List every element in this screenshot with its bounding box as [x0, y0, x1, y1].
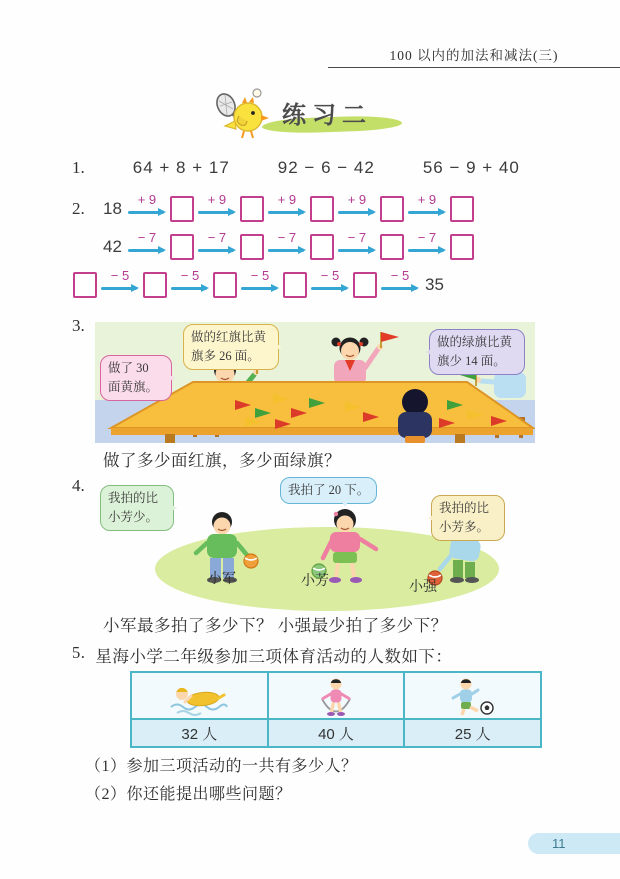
chain-start-number: 42 [103, 237, 122, 256]
operation-label: − 5 [110, 268, 130, 283]
arrow-icon [241, 287, 277, 290]
operation-step [308, 268, 352, 302]
operation-label: − 7 [207, 230, 227, 245]
answer-box [310, 234, 334, 260]
answer-box [380, 234, 404, 260]
speech-text: 我拍的比小芳少。 [108, 491, 159, 524]
speech-text: 做了 30 面黄旗。 [108, 361, 159, 394]
operation-step [265, 230, 309, 264]
arrow-icon [408, 249, 444, 252]
swimming-icon [167, 676, 231, 716]
problem-4-question: 小军最多拍了多少下？ 小强最少拍了多少下？ [103, 616, 448, 635]
chain-start-number: 18 [103, 199, 122, 218]
operation-step [335, 192, 379, 226]
operation-label: − 7 [347, 230, 367, 245]
operation-step [125, 230, 169, 264]
problem-3-question: 做了多少面红旗，多少面绿旗？ [103, 451, 341, 470]
arrow-icon [198, 211, 234, 214]
speech-text: 我拍的比小芳多。 [439, 501, 490, 534]
table-icon-row [132, 673, 540, 718]
operation-step [168, 268, 212, 302]
problem-5-number: 5. [72, 643, 86, 662]
page-number: 11 [552, 836, 566, 851]
chain-row [72, 230, 475, 264]
operation-step [195, 230, 239, 264]
speech-bubble-xiaojun [100, 485, 174, 531]
operation-label: − 5 [180, 268, 200, 283]
expression: 56 − 9 + 40 [422, 158, 520, 177]
speech-text: 做的绿旗比黄旗少 14 面。 [437, 335, 513, 368]
problem-1-number: 1. [72, 158, 85, 177]
arrow-icon [338, 211, 374, 214]
chain-end-number: 35 [425, 275, 444, 294]
operation-label: − 5 [390, 268, 410, 283]
answer-box [450, 196, 474, 222]
page-number-pill [528, 833, 620, 854]
kid-name-xiaojun: 小军 [208, 572, 236, 587]
operation-label: − 5 [250, 268, 270, 283]
chain-row [72, 192, 475, 226]
flag-making-illustration [95, 322, 535, 443]
problem-5-intro: 星海小学二年级参加三项体育活动的人数如下： [95, 647, 453, 666]
operation-label: + 9 [417, 192, 437, 207]
problem-1 [72, 158, 520, 178]
count-cell: 25 人 [403, 720, 540, 746]
count-cell: 32 人 [181, 725, 218, 743]
problem-3-number: 3. [72, 316, 85, 335]
arrow-icon [408, 211, 444, 214]
answer-box [170, 196, 194, 222]
arrow-icon [101, 287, 137, 290]
problem-2 [72, 192, 475, 306]
page-title: 练习二 [282, 102, 372, 129]
table-count-row [132, 718, 540, 746]
answer-box [310, 196, 334, 222]
ball-bouncing-illustration [95, 477, 535, 614]
answer-box [283, 272, 307, 298]
arrow-icon [338, 249, 374, 252]
chain-sequence [72, 268, 447, 302]
chapter-header [328, 44, 620, 68]
operation-label: + 9 [207, 192, 227, 207]
problem-4-number: 4. [72, 476, 85, 495]
operation-step [405, 230, 449, 264]
operation-step [405, 192, 449, 226]
speech-bubble-green-flags [429, 329, 525, 375]
rope-skipping-icon [314, 674, 358, 718]
arrow-icon [128, 211, 164, 214]
chain-sequence [100, 192, 475, 226]
operation-step [238, 268, 282, 302]
operation-step [378, 268, 422, 302]
operation-step [98, 268, 142, 302]
operation-label: − 7 [417, 230, 437, 245]
activity-table [130, 671, 542, 748]
operation-label: − 7 [277, 230, 297, 245]
table-cell [267, 673, 404, 718]
chain-row [72, 268, 475, 302]
operation-step [195, 192, 239, 226]
answer-box [73, 272, 97, 298]
arrow-icon [268, 249, 304, 252]
arrow-icon [171, 287, 207, 290]
answer-box [143, 272, 167, 298]
table-cell [403, 673, 540, 718]
operation-step [335, 230, 379, 264]
operation-step [265, 192, 309, 226]
speech-bubble-yellow-flags [100, 355, 172, 401]
answer-box [380, 196, 404, 222]
answer-box [353, 272, 377, 298]
speech-text: 做的红旗比黄旗多 26 面。 [191, 330, 267, 363]
answer-box [170, 234, 194, 260]
arrow-icon [128, 249, 164, 252]
answer-box [240, 196, 264, 222]
speech-bubble-xiaofang [280, 477, 377, 504]
football-icon [445, 676, 501, 716]
arrow-icon [198, 249, 234, 252]
speech-bubble-red-flags [183, 324, 279, 370]
speech-bubble-xiaoqiang [431, 495, 505, 541]
problem-5 [72, 643, 452, 667]
chapter-title: 100 以内的加法和减法(三) [389, 48, 559, 63]
count-cell: 40 人 [267, 720, 404, 746]
kid-name-xiaofang: 小芳 [301, 574, 329, 589]
operation-label: + 9 [277, 192, 297, 207]
expression: 64 + 8 + 17 [132, 158, 230, 177]
problem-5-question-1: （1）参加三项活动的一共有多少人？ [85, 758, 358, 775]
answer-box [213, 272, 237, 298]
answer-box [240, 234, 264, 260]
chain-sequence [100, 230, 475, 264]
chick-with-racket-icon [212, 86, 272, 147]
expression: 92 − 6 − 42 [277, 158, 375, 177]
operation-label: + 9 [347, 192, 367, 207]
operation-label: − 5 [320, 268, 340, 283]
arrow-icon [268, 211, 304, 214]
arrow-icon [311, 287, 347, 290]
operation-label: + 9 [137, 192, 157, 207]
arrow-icon [381, 287, 417, 290]
operation-label: − 7 [137, 230, 157, 245]
operation-step [125, 192, 169, 226]
problem-5-question-2: （2）你还能提出哪些问题？ [85, 786, 292, 803]
problem-2-number: 2. [72, 199, 85, 218]
answer-box [450, 234, 474, 260]
speech-text: 我拍了 20 下。 [288, 483, 370, 497]
kid-name-xiaoqiang: 小强 [409, 580, 437, 595]
table-cell [132, 673, 267, 718]
